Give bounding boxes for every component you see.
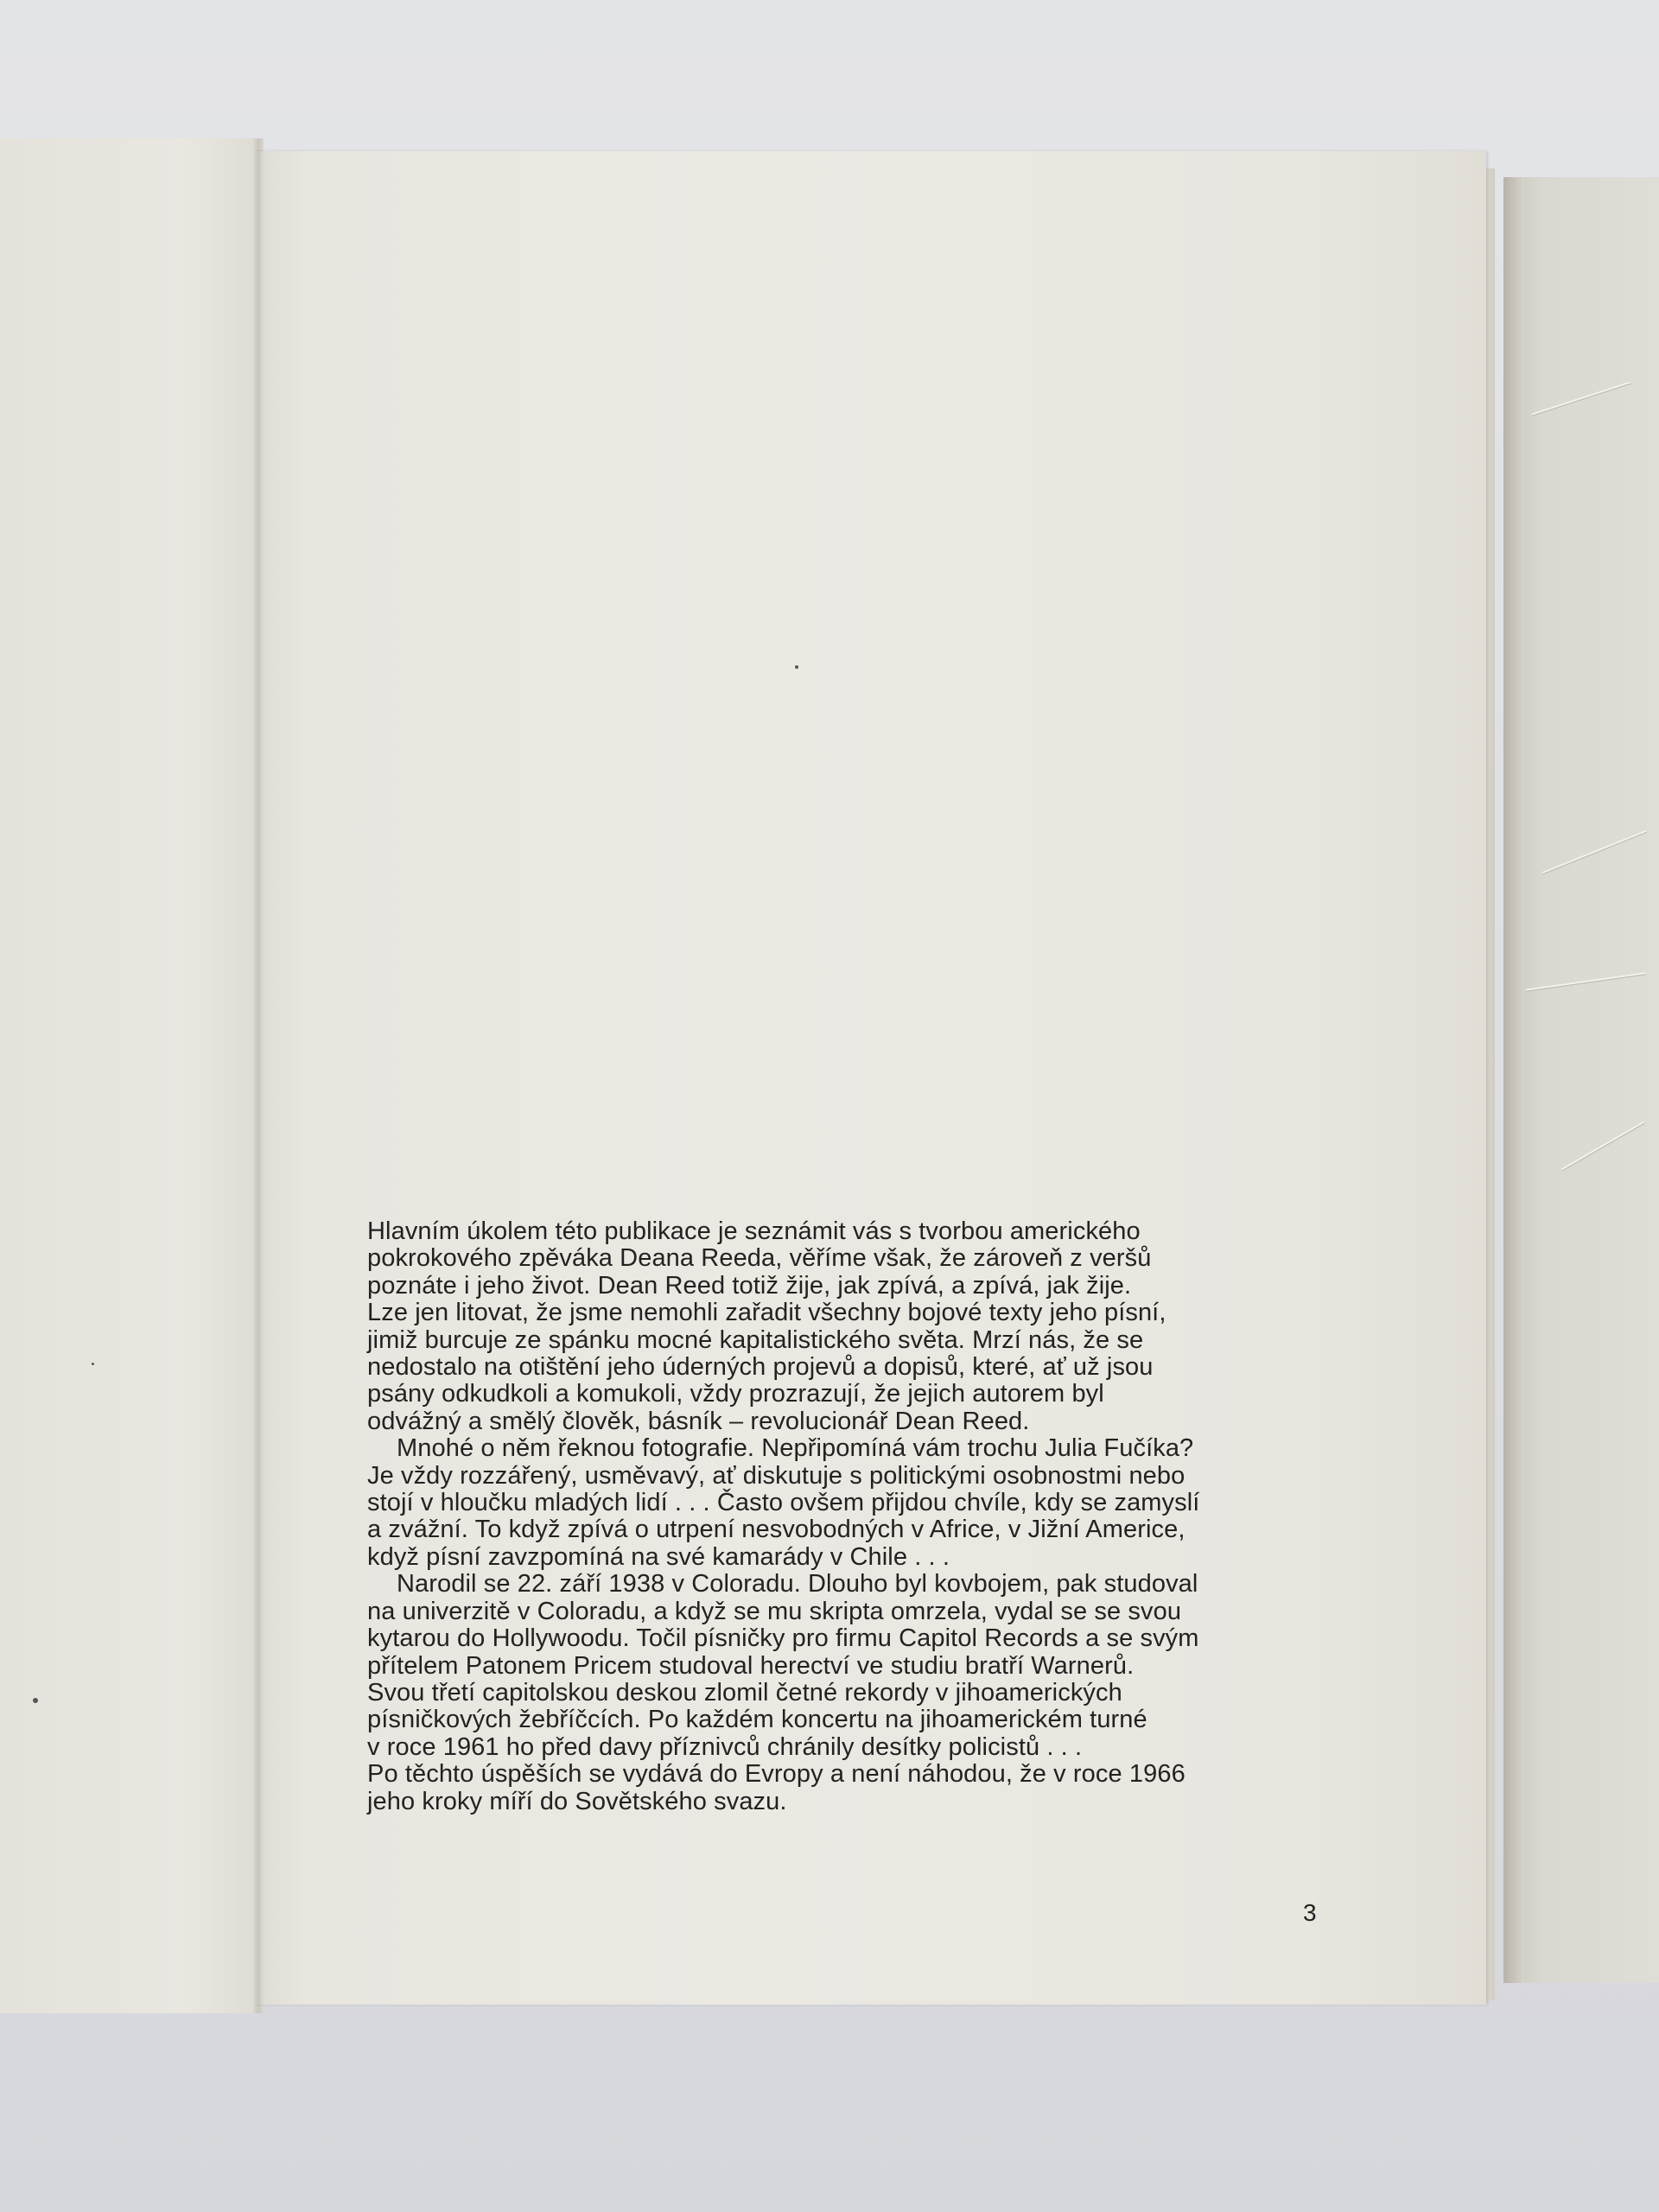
paper-speck [795, 665, 798, 669]
text-line: nedostalo na otištění jeho úderných projevů a dopisů, které, ať už jsou [367, 1353, 1154, 1382]
text-line: když písní zavzpomíná na své kamarády v Chile . . . [367, 1542, 950, 1571]
text-line: jimiž burcuje ze spánku mocné kapitalistického světa. Mrzí nás, že se [367, 1325, 1144, 1354]
paper-speck [92, 1363, 94, 1365]
text-line: písničkových žebříčcích. Po každém koncertu na jihoamerickém turné [367, 1706, 1147, 1734]
text-line: Lze jen litovat, že jsme nemohli zařadit všechny bojové texty jeho písní, [367, 1299, 1166, 1327]
text-line: Svou třetí capitolskou deskou zlomil četné rekordy v jihoamerických [367, 1678, 1122, 1707]
text-line: kytarou do Hollywoodu. Točil písničky pro firmu Capitol Records a se svým [367, 1624, 1199, 1653]
back-cover [1503, 177, 1659, 1983]
text-line: jeho kroky míří do Sovětského svazu. [367, 1787, 787, 1815]
text-line: v roce 1961 ho před davy příznivců chránily desítky policistů . . . [367, 1732, 1083, 1761]
left-page [0, 138, 264, 2013]
text-line: psány odkudkoli a komukoli, vždy prozrazují, že jejich autorem byl [367, 1380, 1104, 1408]
text-line: pokrokového zpěváka Deana Reeda, věříme však, že zároveň z veršů [367, 1244, 1152, 1273]
cover-crease [1526, 972, 1646, 990]
cover-crease [1541, 830, 1646, 874]
page-number: 3 [1303, 1899, 1317, 1926]
text-line: Po těchto úspěších se vydává do Evropy a není náhodou, že v roce 1966 [367, 1760, 1185, 1789]
text-line: Mnohé o něm řeknou fotografie. Nepřipomíná vám trochu Julia Fučíka? [397, 1434, 1194, 1463]
cover-crease [1561, 1122, 1644, 1171]
text-line: stojí v hloučku mladých lidí . . . Často ovšem přijdou chvíle, kdy se zamyslí [367, 1489, 1200, 1517]
text-line: Narodil se 22. září 1938 v Coloradu. Dlouho byl kovbojem, pak studoval [397, 1570, 1198, 1599]
text-line: Hlavním úkolem této publikace je seznámit vás s tvorbou amerického [367, 1217, 1141, 1245]
text-line: Je vždy rozzářený, usměvavý, ať diskutuje s politickými osobnostmi nebo [367, 1461, 1185, 1490]
text-line: a zvážní. To když zpívá o utrpení nesvobodných v Africe, v Jižní Americe, [367, 1516, 1185, 1544]
cover-crease [1532, 382, 1631, 416]
text-line: poznáte i jeho život. Dean Reed totiž žije, jak zpívá, a zpívá, jak žije. [367, 1271, 1132, 1300]
paper-speck [33, 1698, 38, 1703]
text-line: na univerzitě v Coloradu, a když se mu skripta omrzela, vydal se se svou [367, 1597, 1182, 1625]
text-line: odvážný a smělý člověk, básník – revolucionář Dean Reed. [367, 1407, 1030, 1435]
text-line: přítelem Patonem Pricem studoval herectví ve studiu bratří Warnerů. [367, 1651, 1135, 1680]
book-gutter [252, 138, 264, 2013]
cover-edge [1503, 177, 1524, 1983]
body-text [367, 1218, 1335, 1815]
